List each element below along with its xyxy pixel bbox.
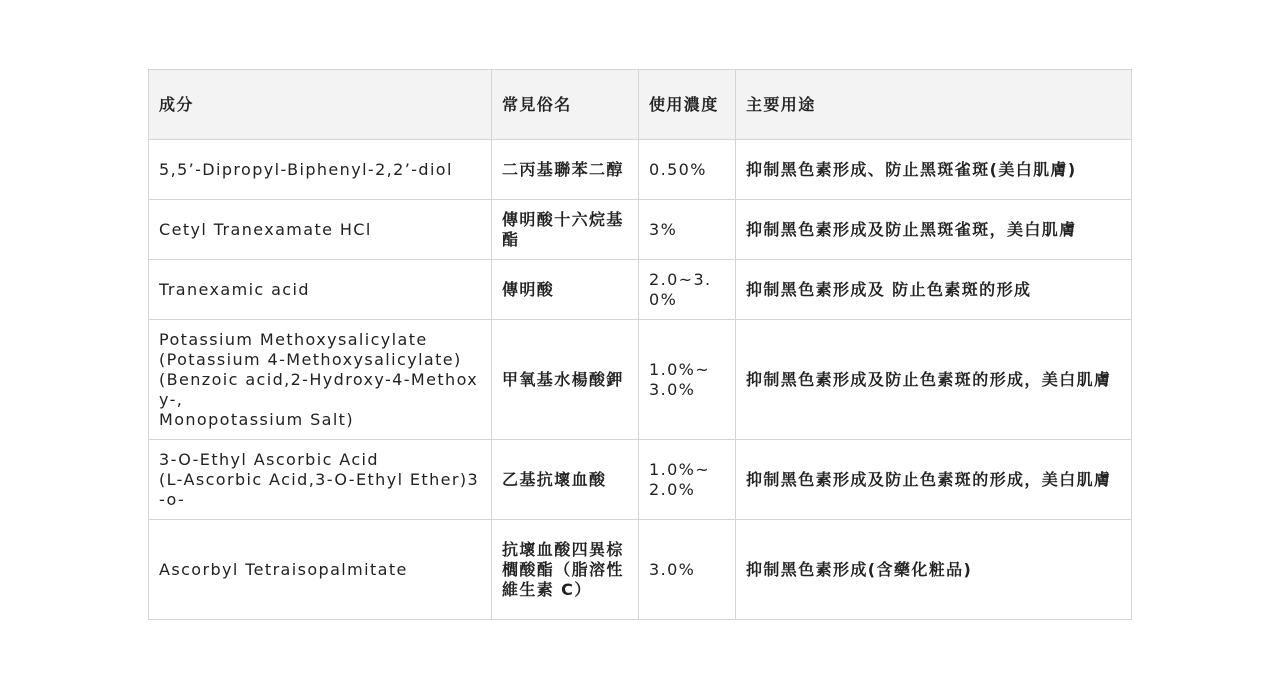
table-row <box>149 140 1132 200</box>
usage-cell: 抑制黑色素形成及 防止色素斑的形成 <box>736 260 1132 320</box>
header-concentration: 使用濃度 <box>639 70 736 140</box>
common-name-cell: 抗壞血酸四異棕櫚酸酯（脂溶性維生素 C） <box>492 520 639 620</box>
table-row <box>149 520 1132 620</box>
ingredient-cell: 3-O-Ethyl Ascorbic Acid (L-Ascorbic Acid,3-O-Ethyl Ether)3-o- <box>149 440 492 520</box>
table-row <box>149 440 1132 520</box>
usage-cell: 抑制黑色素形成及防止黑斑雀斑，美白肌膚 <box>736 200 1132 260</box>
ingredient-cell: Cetyl Tranexamate HCl <box>149 200 492 260</box>
common-name-cell: 傳明酸十六烷基酯 <box>492 200 639 260</box>
ingredient-cell: Tranexamic acid <box>149 260 492 320</box>
usage-cell: 抑制黑色素形成(含藥化粧品) <box>736 520 1132 620</box>
ingredient-cell: Ascorbyl Tetraisopalmitate <box>149 520 492 620</box>
usage-cell: 抑制黑色素形成、防止黑斑雀斑(美白肌膚) <box>736 140 1132 200</box>
table-header-row <box>149 70 1132 140</box>
concentration-cell: 3% <box>639 200 736 260</box>
table-row <box>149 200 1132 260</box>
header-common-name: 常見俗名 <box>492 70 639 140</box>
common-name-cell: 乙基抗壞血酸 <box>492 440 639 520</box>
usage-cell: 抑制黑色素形成及防止色素斑的形成，美白肌膚 <box>736 440 1132 520</box>
usage-cell: 抑制黑色素形成及防止色素斑的形成，美白肌膚 <box>736 320 1132 440</box>
header-usage: 主要用途 <box>736 70 1132 140</box>
concentration-cell: 1.0%~2.0% <box>639 440 736 520</box>
concentration-cell: 2.0~3.0% <box>639 260 736 320</box>
header-ingredient: 成分 <box>149 70 492 140</box>
ingredient-cell: Potassium Methoxysalicylate (Potassium 4-Methoxysalicylate) (Benzoic acid,2-Hydroxy-4-Methoxy-, Monopotassium Salt) <box>149 320 492 440</box>
common-name-cell: 傳明酸 <box>492 260 639 320</box>
ingredients-table-container <box>148 69 1131 620</box>
table-row <box>149 260 1132 320</box>
ingredient-cell: 5,5’-Dipropyl-Biphenyl-2,2’-diol <box>149 140 492 200</box>
concentration-cell: 0.50% <box>639 140 736 200</box>
ingredients-table <box>148 69 1132 620</box>
common-name-cell: 甲氧基水楊酸鉀 <box>492 320 639 440</box>
concentration-cell: 3.0% <box>639 520 736 620</box>
concentration-cell: 1.0%~3.0% <box>639 320 736 440</box>
common-name-cell: 二丙基聯苯二醇 <box>492 140 639 200</box>
table-row <box>149 320 1132 440</box>
